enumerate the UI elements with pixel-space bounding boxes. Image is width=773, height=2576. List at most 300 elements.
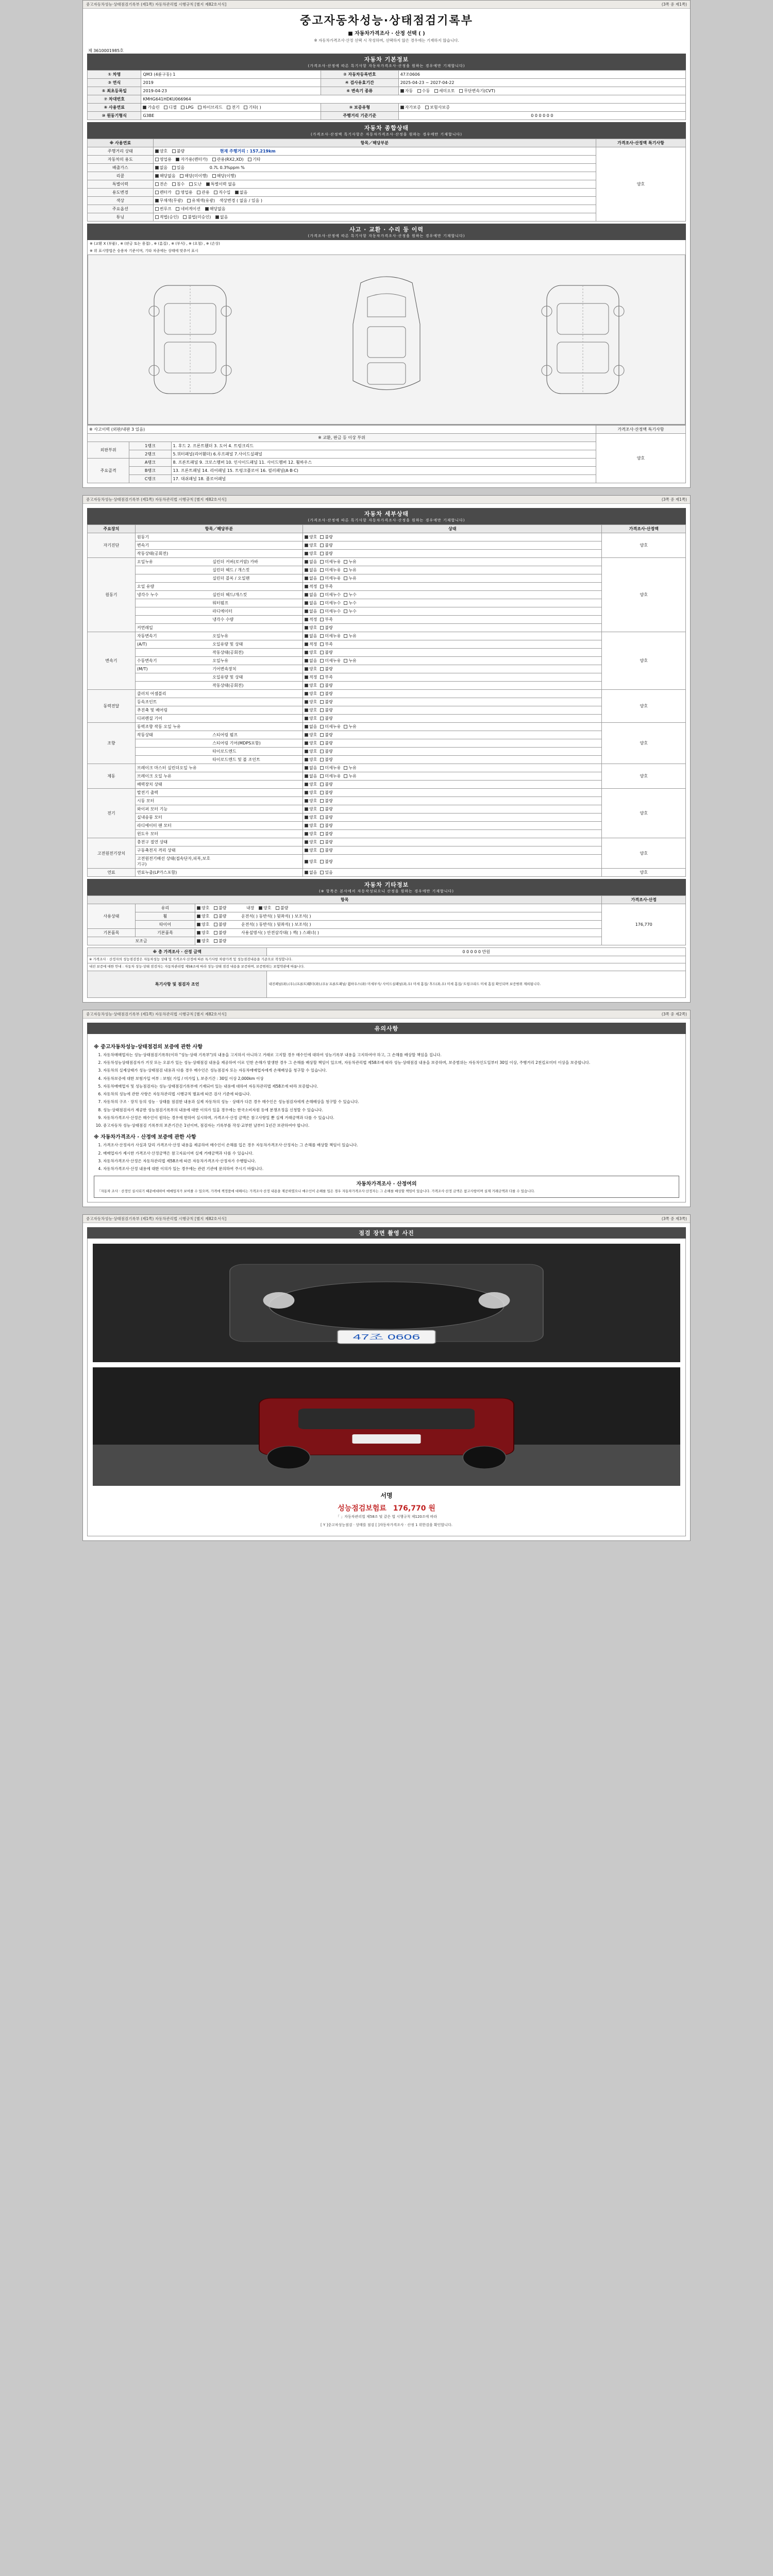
fee-label: 성능점검보험료	[338, 1504, 386, 1513]
page-3	[82, 1214, 691, 1541]
topbar-right-text: (3쪽 중 제2쪽)	[661, 1011, 687, 1016]
option-불량[interactable]: 불량	[320, 551, 332, 556]
option-미세누수[interactable]: 미세누수	[320, 592, 341, 598]
detail-group-label: 조향	[88, 723, 136, 764]
opt-no-history[interactable]: 특별이력 없음	[206, 181, 236, 187]
detail-right-value: 양호	[602, 764, 686, 789]
detail-item-label: 작동상태(공회전)	[135, 649, 303, 657]
detail-state-options	[303, 665, 602, 673]
opt-basic-good[interactable]: 양호	[197, 930, 209, 936]
svg-text:47조 0606: 47조 0606	[352, 1332, 421, 1342]
detail-state-options	[303, 781, 602, 789]
band-label-terms: 유의사항	[374, 1025, 399, 1032]
opt-bad[interactable]: 불량	[172, 148, 184, 154]
terms-item: 6. 자동차의 성능에 관한 사항은 자동차관리법 시행규칙 별표에 따른 검사 기준에 따릅니다.	[103, 1091, 679, 1097]
option-누유[interactable]: 누유	[344, 559, 356, 565]
option-미세누유[interactable]: 미세누유	[320, 633, 341, 639]
detail-item-label: 배력장치 상태	[135, 781, 303, 789]
cell-label: ⑦ 차대번호	[88, 95, 141, 104]
section-band-detail	[87, 508, 686, 524]
row-label: 색상	[88, 197, 154, 205]
table-row	[88, 731, 686, 739]
opt-navigation[interactable]: 네비게이션	[176, 206, 200, 212]
option-불량[interactable]: 불량	[320, 707, 332, 713]
terms-list-1	[94, 1052, 679, 1129]
vehicle-damage-diagram[interactable]	[88, 255, 685, 425]
option-불량[interactable]: 불량	[320, 782, 332, 787]
option-누수[interactable]: 누수	[344, 608, 356, 614]
option-양호[interactable]: 양호	[305, 806, 317, 812]
option-불량[interactable]: 불량	[320, 740, 332, 746]
table-row	[88, 172, 686, 180]
opt-glass-good[interactable]: 양호	[197, 905, 209, 911]
cell-value: 47조0606	[398, 71, 685, 79]
table-row	[88, 822, 686, 830]
option-불량[interactable]: 불량	[320, 699, 332, 705]
col-header-2: 가격조사·산정액 특기사항	[596, 139, 685, 147]
opt-basic-bad[interactable]: 불량	[214, 930, 226, 936]
option-불량[interactable]: 불량	[320, 806, 332, 812]
table-row	[88, 963, 686, 971]
table-row	[88, 748, 686, 756]
row-options	[153, 197, 596, 205]
option-semiauto[interactable]: 세미오토	[434, 88, 455, 94]
terms-item: 8. 성능·상태점검자가 제공한 성능점검기록부의 내용에 대한 이의가 있을 경우에는 한국소비자원 등에 분쟁조정을 신청할 수 있습니다.	[103, 1107, 679, 1113]
table-row	[88, 189, 686, 197]
option-양호[interactable]: 양호	[305, 790, 317, 795]
option-없음[interactable]: 없음	[305, 600, 317, 606]
option-cvt[interactable]: 무단변속기(CVT)	[459, 88, 495, 94]
option-없음[interactable]: 없음	[305, 724, 317, 730]
fuel-option-1[interactable]: 디젤	[164, 105, 176, 110]
option-양호[interactable]: 양호	[305, 815, 317, 820]
detail-right-value: 양호	[602, 869, 686, 877]
option-누유[interactable]: 누유	[344, 773, 356, 779]
terms-item: 4. 자동차보증에 대한 보험가입 여부 : 보험( 가입 / 미가입 ), 보증기간 : 30일 이상 2,000km 이상	[103, 1076, 679, 1081]
opt-option-none[interactable]: 해당없음	[205, 206, 226, 212]
detail-state-options	[303, 756, 602, 764]
option-양호[interactable]: 양호	[305, 831, 317, 837]
option-양호[interactable]: 양호	[305, 757, 317, 762]
etc-row-label: 휠	[135, 912, 195, 921]
option-누유[interactable]: 누유	[344, 658, 356, 664]
detail-state-options	[303, 649, 602, 657]
row-options	[153, 147, 596, 156]
opt-wheel-bad[interactable]: 불량	[214, 913, 226, 919]
table-row	[88, 459, 686, 467]
option-부족[interactable]: 부족	[320, 617, 332, 622]
table-row	[88, 706, 686, 715]
option-양호[interactable]: 양호	[305, 683, 317, 688]
etc-row-options	[195, 904, 602, 912]
opt-subsidy-good[interactable]: 양호	[197, 938, 209, 944]
option-불량[interactable]: 불량	[320, 543, 332, 548]
panel-rank-label: B랭크	[129, 467, 171, 475]
option-불량[interactable]: 불량	[320, 749, 332, 754]
option-불량[interactable]: 불량	[320, 683, 332, 688]
opt-interior-good[interactable]: 양호	[259, 905, 271, 911]
option-양호[interactable]: 양호	[305, 625, 317, 631]
fuel-option-3[interactable]: 하이브리드	[198, 105, 223, 110]
opt-business[interactable]: 영업용	[176, 190, 192, 195]
option-양호[interactable]: 양호	[305, 749, 317, 754]
detail-right-value: 양호	[602, 558, 686, 632]
option-양호[interactable]: 양호	[305, 707, 317, 713]
detail-right-value: 양호	[602, 632, 686, 690]
option-양호[interactable]: 양호	[305, 551, 317, 556]
panel-group-label: 외판부위	[88, 442, 129, 459]
row-label: 리콜	[88, 172, 154, 180]
detail-state-options	[303, 830, 602, 838]
row-label: 배출가스	[88, 164, 154, 172]
option-양호[interactable]: 양호	[305, 848, 317, 853]
etc-basic-label: 기본품목	[88, 929, 136, 937]
option-불량[interactable]: 불량	[320, 625, 332, 631]
option-누유[interactable]: 누유	[344, 633, 356, 639]
table-row	[88, 781, 686, 789]
etc-row-options	[195, 912, 602, 921]
table-row	[88, 112, 686, 120]
option-없음[interactable]: 없음	[305, 608, 317, 614]
warranty-option-insurer[interactable]: 보험사보증	[425, 105, 450, 110]
opt-tuning-illegal[interactable]: 불법(미승인)	[183, 214, 211, 220]
band-label-overall: 자동차 종합상태	[364, 125, 409, 131]
table-row	[88, 673, 686, 682]
option-양호[interactable]: 양호	[305, 666, 317, 672]
table-row	[88, 205, 686, 213]
option-있음[interactable]: 있음	[320, 870, 332, 875]
option-없음[interactable]: 없음	[305, 658, 317, 664]
option-양호[interactable]: 양호	[305, 839, 317, 845]
col-header-price: 가격조사·산정액	[602, 525, 686, 533]
table-row	[88, 756, 686, 764]
table-basic-info	[87, 70, 686, 120]
opt-recall-none[interactable]: 해당없음	[155, 173, 176, 179]
tire-positions: 운전석( ) 동반석( ) 뒷좌석( ) 보조석( )	[241, 922, 311, 927]
detail-item-label: 냉각수 수량	[135, 616, 303, 624]
option-양호[interactable]: 양호	[305, 543, 317, 548]
option-미세누유[interactable]: 미세누유	[320, 658, 341, 664]
band-note-basic: (가격조사·산정에 따른 특기사항 자동차가격조사·산정을 원하는 경우에만 기재합니다)	[308, 64, 465, 68]
terms-item: 2. 자동차성능상태점검자가 거짓 또는 오류가 있는 성능·상태점검 내용을 제공하여 이로 인한 손해가 발생한 경우 그 손해를 배상할 책임이 있으며, 자동차관리법 제58조에 따라 성능·상태점검 내용을 보증하며, 보증범위는 자동차인도일부터 30일 이상, 주행거리 2천킬로미터 이상을 보증합니다.	[103, 1060, 679, 1065]
fuel-option-6[interactable]: 기타( )	[244, 105, 261, 110]
terms-item: 7. 자동차의 구조 · 장치 등의 성능 · 상태를 점검한 내용과 실제 자동차의 성능 · 상태가 다른 경우 매수인은 성능점검자에게 손해배상을 청구할 수 있습니다.	[103, 1099, 679, 1105]
accident-history-note: ※ 사고이력 (외판/내판 3 있음)	[88, 426, 596, 434]
opt-sunroof[interactable]: 썬루프	[155, 206, 172, 212]
warranty-options	[398, 104, 685, 112]
terms-heading-2: ※ 자동차가격조사 · 산정에 보증에 관한 사항	[94, 1134, 196, 1141]
detail-group-label: 연료	[88, 869, 136, 877]
detail-item-label: 타이로드엔드 및 볼 조인트	[135, 756, 303, 764]
detail-right-value: 양호	[602, 690, 686, 723]
col-header-etc-price: 가격조사·산정	[602, 896, 686, 904]
option-없음[interactable]: 없음	[305, 592, 317, 598]
detail-item-label: 라디에이터	[135, 607, 303, 616]
col-header-item: 항목／해당부분	[135, 525, 303, 533]
topbar-right-text: (3쪽 중 제1쪽)	[661, 497, 687, 502]
panel-parts-list: 5.쿼터패널(리어휀더) 6.루프패널 7.사이드실패널	[171, 450, 596, 459]
cell-label: ⑩ 원동기형식	[88, 112, 141, 120]
cell-label: ③ 연식	[88, 79, 141, 87]
option-미세누유[interactable]: 미세누유	[320, 567, 341, 573]
cell-label: ⑥ 변속기 종류	[321, 87, 398, 95]
option-없음[interactable]: 없음	[305, 633, 317, 639]
option-부족[interactable]: 부족	[320, 641, 332, 647]
detail-state-options	[303, 764, 602, 772]
table-header-row	[88, 896, 686, 904]
detail-state-options	[303, 673, 602, 682]
option-누수[interactable]: 누수	[344, 592, 356, 598]
opt-exists[interactable]: 있음	[172, 165, 184, 171]
option-불량[interactable]: 불량	[320, 815, 332, 820]
page-subtitle: ■ 자동차가격조사 · 산정 선택 ( )	[348, 31, 425, 37]
diagram-legend-2: ※ 위 표시방법은 승용차 기준이며, 기타 차종에는 상태에 맞추어 표시	[90, 249, 198, 253]
table-header-row	[88, 525, 686, 533]
cell-label: ④ 검사유효기간	[321, 79, 398, 87]
detail-group-label: 전기	[88, 789, 136, 838]
opt-good[interactable]: 양호	[155, 148, 167, 154]
option-불량[interactable]: 불량	[320, 831, 332, 837]
detail-state-options	[303, 822, 602, 830]
option-없음[interactable]: 없음	[305, 559, 317, 565]
option-누유[interactable]: 누유	[344, 575, 356, 581]
band-label-etc: 자동차 기타정보	[364, 882, 409, 888]
opt-tire-bad[interactable]: 불량	[214, 922, 226, 927]
opt-government[interactable]: 관용(RX2,XD)	[212, 157, 244, 162]
opt-recall-pending[interactable]: 해당(미이행)	[180, 173, 208, 179]
opt-other[interactable]: 기타	[248, 157, 260, 162]
option-적정[interactable]: 적정	[305, 641, 317, 647]
opt-color-chroma[interactable]: 유채색(유광)	[187, 198, 215, 204]
option-양호[interactable]: 양호	[305, 732, 317, 738]
opt-flood[interactable]: 침수	[172, 181, 184, 187]
page3-topbar	[83, 1215, 690, 1223]
table-row	[88, 723, 686, 731]
detail-state-options	[303, 869, 602, 877]
option-미세누유[interactable]: 미세누유	[320, 773, 341, 779]
fuel-options	[141, 104, 321, 112]
row-options	[153, 205, 596, 213]
option-불량[interactable]: 불량	[320, 757, 332, 762]
terms-list-2	[94, 1142, 679, 1172]
opt-gov[interactable]: 관용	[197, 190, 209, 195]
signature-title: 서명	[380, 1492, 393, 1499]
diagram-legend: ※ (교환 X (부품) , ※ (판금 또는 용접) , ※ (흠집) , ※ (부식) , ※ (요철) , ※ (손상)	[90, 242, 220, 246]
option-양호[interactable]: 양호	[305, 823, 317, 828]
option-미세누수[interactable]: 미세누수	[320, 600, 341, 606]
total-price-label: ※ 총 가격조사 · 산정 금액	[88, 948, 267, 956]
option-양호[interactable]: 양호	[305, 798, 317, 804]
opt-tire-good[interactable]: 양호	[197, 922, 209, 927]
detail-state-options	[303, 772, 602, 781]
option-없음[interactable]: 없음	[305, 575, 317, 581]
option-불량[interactable]: 불량	[320, 691, 332, 697]
option-불량[interactable]: 불량	[320, 666, 332, 672]
option-불량[interactable]: 불량	[320, 716, 332, 721]
table-row	[88, 583, 686, 591]
detail-state-options	[303, 574, 602, 583]
option-불량[interactable]: 불량	[320, 823, 332, 828]
option-불량[interactable]: 불량	[320, 732, 332, 738]
option-양호[interactable]: 양호	[305, 699, 317, 705]
option-불량[interactable]: 불량	[320, 534, 332, 540]
table-row	[88, 541, 686, 550]
opt-wheel-good[interactable]: 양호	[197, 913, 209, 919]
table-row	[88, 147, 686, 156]
option-적정[interactable]: 적정	[305, 617, 317, 622]
fuel-option-4[interactable]: 전기	[227, 105, 239, 110]
page-title: 중고자동차성능·상태점검기록부	[300, 14, 473, 27]
option-누유[interactable]: 누유	[344, 765, 356, 771]
cell-label: ② 자동차등록번호	[321, 71, 398, 79]
option-적정[interactable]: 적정	[305, 584, 317, 589]
etc-row-label-2: 내장	[246, 906, 255, 910]
option-양호[interactable]: 양호	[305, 691, 317, 697]
table-row	[88, 87, 686, 95]
table-row	[88, 937, 686, 945]
opt-rental[interactable]: 렌터카	[155, 190, 172, 195]
table-overall-state	[87, 139, 686, 222]
fuel-option-0[interactable]: 가솔린	[143, 105, 159, 110]
color-change-note: 색상변경 ( 없음 / 있음 )	[219, 198, 263, 203]
option-부족[interactable]: 부족	[320, 674, 332, 680]
option-부족[interactable]: 부족	[320, 584, 332, 589]
detail-group-label: 원동기	[88, 558, 136, 632]
table-row	[88, 475, 686, 483]
detail-state-options	[303, 607, 602, 616]
overall-right-value: 양호	[596, 147, 685, 222]
opt-none[interactable]: 없음	[155, 165, 167, 171]
detail-state-options	[303, 739, 602, 748]
opt-color-mono[interactable]: 무채색(무광)	[155, 198, 183, 204]
option-누유[interactable]: 누유	[344, 567, 356, 573]
opt-import[interactable]: 직수입	[214, 190, 230, 195]
page-subtitle-note: ※ 자동차가격조사·산정 선택 시 작성하며, 선택하지 않은 경우에는 기재하지 않습니다.	[314, 38, 459, 43]
inspection-photo-front[interactable]	[93, 1244, 680, 1362]
detail-group-label: 자기진단	[88, 533, 136, 558]
detail-state-options	[303, 805, 602, 814]
detail-right-value: 양호	[602, 723, 686, 764]
panel-rank-label: 1랭크	[129, 442, 171, 450]
option-불량[interactable]: 불량	[320, 848, 332, 853]
opt-interior-bad[interactable]: 불량	[276, 905, 288, 911]
col-header-state: 상태	[303, 525, 602, 533]
option-미세누유[interactable]: 미세누유	[320, 559, 341, 565]
col-header-group: 주요장치	[88, 525, 136, 533]
option-불량[interactable]: 불량	[320, 790, 332, 795]
detail-item-label: 변속기	[135, 541, 303, 550]
detail-state-options	[303, 797, 602, 805]
etc-row-label: 기본품목	[135, 929, 195, 937]
option-양호[interactable]: 양호	[305, 650, 317, 655]
option-미세누유[interactable]: 미세누유	[320, 724, 341, 730]
detail-right-value: 양호	[602, 533, 686, 558]
option-누수[interactable]: 누수	[344, 600, 356, 606]
opt-usage-none[interactable]: 없음	[235, 190, 247, 195]
table-row	[88, 912, 686, 921]
option-없음[interactable]: 없음	[305, 870, 317, 875]
option-불량[interactable]: 불량	[320, 798, 332, 804]
option-auto[interactable]: 자동	[400, 88, 413, 94]
opt-theft[interactable]: 도난	[189, 181, 201, 187]
opt-private[interactable]: 자가용(렌터카)	[176, 157, 208, 162]
option-없음[interactable]: 없음	[305, 567, 317, 573]
detail-state-options	[303, 846, 602, 855]
option-누유[interactable]: 누유	[344, 724, 356, 730]
opt-commercial[interactable]: 영업용	[155, 157, 172, 162]
topbar-left-text: 중고자동차성능·상태점검기록부 (제1쪽) 자동차관리법 시행규칙 [별지 제82호서식]	[86, 1011, 227, 1016]
detail-item-label: (M/T) 기어변속장치	[135, 665, 303, 673]
table-row	[88, 79, 686, 87]
table-row	[88, 698, 686, 706]
option-없음[interactable]: 없음	[305, 765, 317, 771]
row-label: 튜닝	[88, 213, 154, 222]
opt-total-loss[interactable]: 전손	[155, 181, 167, 187]
opt-subsidy-bad[interactable]: 불량	[214, 938, 226, 944]
accident-right-header: 가격조사·산정액 특기사항	[596, 426, 685, 434]
table-row	[88, 649, 686, 657]
option-양호[interactable]: 양호	[305, 859, 317, 865]
cell-value: 2019-04-23	[141, 87, 321, 95]
option-적정[interactable]: 적정	[305, 674, 317, 680]
fuel-option-2[interactable]: LPG	[181, 105, 193, 110]
table-row	[88, 929, 686, 937]
opt-recall-done[interactable]: 해당(이행)	[212, 173, 236, 179]
detail-item-label: 커먼레일	[135, 624, 303, 632]
panel-parts-list: 8. 프론트패널 9. 크로스멤버 10. 인사이드패널 11. 사이드멤버 12. 휠하우스	[171, 459, 596, 467]
option-양호[interactable]: 양호	[305, 782, 317, 787]
option-미세누수[interactable]: 미세누수	[320, 608, 341, 614]
detail-right-value: 양호	[602, 789, 686, 838]
opt-glass-bad[interactable]: 불량	[214, 905, 226, 911]
option-미세누유[interactable]: 미세누유	[320, 575, 341, 581]
detail-state-options	[303, 583, 602, 591]
warranty-notice: 내진 보증에 대한 안내 : 자동차 성능·상태 점검자는 자동차관리법 제58조에 따라 성능·상태 점검 내용을 보증하며, 보증범위는 보험약관에 따릅니다.	[88, 963, 686, 971]
diagram-right-side-view	[531, 275, 634, 404]
odometer-digits: 0 0 0 0 0 0	[398, 112, 685, 120]
inspection-photo-rear[interactable]	[93, 1367, 680, 1486]
panel-rank-label: C랭크	[129, 475, 171, 483]
option-없음[interactable]: 없음	[305, 773, 317, 779]
table-row	[88, 956, 686, 963]
detail-item-label: 실내송풍 모터	[135, 814, 303, 822]
opt-tuning-none[interactable]: 없음	[215, 214, 228, 220]
option-불량[interactable]: 불량	[320, 650, 332, 655]
option-양호[interactable]: 양호	[305, 740, 317, 746]
detail-item-label: 동력조향 작동 오일 누유	[135, 723, 303, 731]
emission-values: 0.7L 0.3%ppm %	[209, 165, 245, 170]
etc-row-label: 타이어	[135, 921, 195, 929]
wheel-positions: 운전석( ) 동반석( ) 뒷좌석( ) 보조석( )	[241, 914, 311, 919]
option-양호[interactable]: 양호	[305, 534, 317, 540]
detail-item-label: 오일누유 실린더 커버(로커암) 카바	[135, 558, 303, 566]
cell-value: KMHG641HDKU066964	[141, 95, 686, 104]
warranty-option-self[interactable]: 자가보증	[400, 105, 421, 110]
detail-state-options	[303, 657, 602, 665]
option-미세누유[interactable]: 미세누유	[320, 765, 341, 771]
option-양호[interactable]: 양호	[305, 716, 317, 721]
opt-tuning-legal[interactable]: 적법(승인)	[155, 214, 179, 220]
etc-row-label: 유리	[135, 904, 195, 912]
table-etc-info	[87, 895, 686, 945]
section-band-photos	[87, 1227, 686, 1239]
option-manual[interactable]: 수동	[417, 88, 430, 94]
table-row	[88, 624, 686, 632]
table-row	[88, 467, 686, 475]
table-row	[88, 715, 686, 723]
option-불량[interactable]: 불량	[320, 839, 332, 845]
option-불량[interactable]: 불량	[320, 859, 332, 865]
